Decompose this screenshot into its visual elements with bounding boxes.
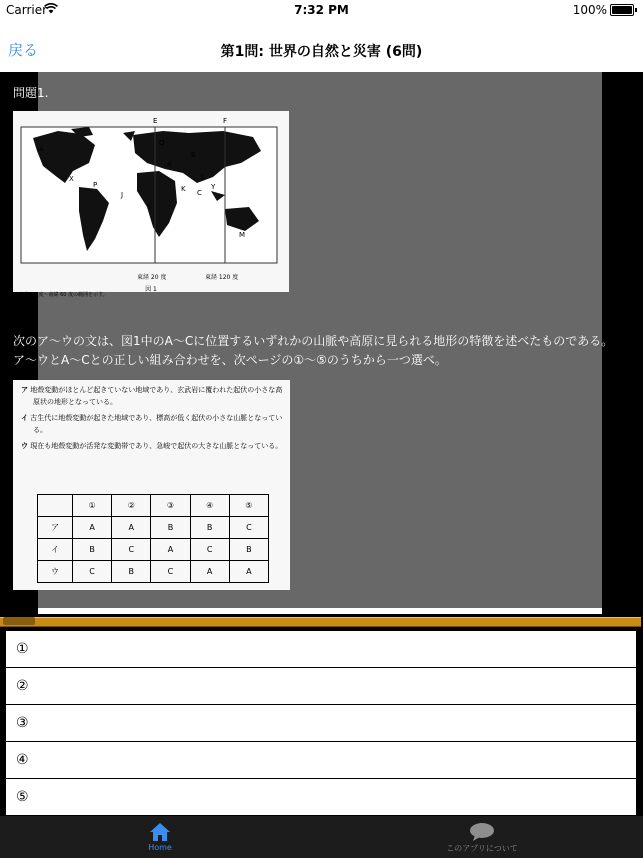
table-row: ウ C B C A A — [38, 561, 269, 583]
map-letter: B — [191, 151, 196, 159]
horizontal-scrollbar[interactable] — [0, 617, 641, 627]
status-bar — [0, 0, 643, 20]
map-letter: X — [69, 175, 74, 183]
world-map-figure — [13, 111, 289, 298]
home-icon — [149, 822, 171, 842]
map-letter: R — [167, 161, 172, 169]
map-axis-label: 東経 120 度 — [205, 274, 239, 281]
scrollbar-thumb[interactable] — [3, 617, 35, 625]
answer-list — [0, 630, 643, 816]
battery-percent: 100% — [572, 3, 607, 17]
statements-figure — [13, 380, 290, 590]
map-letter: J — [121, 191, 124, 199]
map-letter: M — [239, 231, 246, 239]
map-letter: A — [39, 145, 44, 153]
question-number: 問題1. — [13, 86, 49, 100]
column-header: ② — [112, 495, 151, 517]
statement-a: ア 地殻変動がほとんど起きていない地域であり、玄武岩に覆われた起伏の小さな高原状の地形となっている。 — [21, 386, 283, 406]
statement-u: ウ 現在も地殻変動が活発な変動帯であり、急峻で起伏の大きな山脈となっている。 — [21, 442, 283, 450]
tab-about[interactable] — [412, 816, 552, 858]
meridian-label-e: E — [153, 117, 158, 125]
answer-option-2[interactable] — [6, 668, 636, 704]
world-map-drawing — [13, 111, 289, 298]
map-letter: L — [201, 173, 205, 181]
speech-bubble-icon — [469, 822, 495, 842]
answer-option-5[interactable] — [6, 779, 636, 815]
answer-label: ④ — [16, 752, 29, 768]
answer-option-1[interactable] — [6, 631, 636, 667]
table-row: イ B C A C B — [38, 539, 269, 561]
answer-label: ⑤ — [16, 789, 29, 805]
tab-bar — [0, 816, 643, 858]
map-letter: Y — [211, 183, 216, 191]
map-caption: 図 1 — [145, 286, 157, 293]
tab-home-label: Home — [148, 843, 172, 852]
page-title: 第1問: 世界の自然と災害 (6問) — [220, 44, 423, 60]
column-header: ⑤ — [229, 495, 268, 517]
column-header: ① — [73, 495, 112, 517]
combination-table — [37, 494, 269, 583]
answer-label: ③ — [16, 715, 29, 731]
clock: 7:32 PM — [294, 3, 349, 17]
map-letter: C — [197, 189, 202, 197]
map-axis-label: 東経 20 度 — [137, 274, 167, 281]
battery-icon — [610, 4, 634, 16]
meridian-label-f: F — [223, 117, 228, 125]
answer-option-3[interactable] — [6, 705, 636, 741]
map-letter: Q — [159, 139, 165, 147]
column-header: ③ — [151, 495, 190, 517]
answer-option-4[interactable] — [6, 742, 636, 778]
column-header: ④ — [190, 495, 229, 517]
map-letter: S — [147, 203, 152, 211]
map-letter: K — [181, 185, 186, 193]
tab-about-label: このアプリについて — [446, 844, 518, 853]
carrier-label: Carrier — [6, 3, 48, 17]
answer-label: ① — [16, 641, 29, 657]
tab-home[interactable] — [110, 816, 210, 858]
statement-i: イ 古生代に地殻変動が起きた地域であり、標高が低く起伏の小さな山脈となっている。 — [21, 414, 283, 434]
question-text: 次のア〜ウの文は、図1中のA〜Cに位置するいずれかの山脈や高原に見られる地形の特徴を述べたものである。ア〜ウとA〜Cとの正しい組み合わせを、次ページの①〜⑤のうちから一つ選べ。 — [13, 334, 614, 367]
question-content[interactable] — [0, 72, 643, 614]
table-row: ア A A B B C — [38, 517, 269, 539]
map-note: 北緯 80 度〜南緯 60 度の範囲を示す。 — [19, 292, 108, 298]
map-letter: P — [93, 181, 98, 189]
back-button[interactable]: 戻る — [8, 41, 39, 59]
navigation-bar — [0, 20, 643, 72]
answer-label: ② — [16, 678, 29, 694]
